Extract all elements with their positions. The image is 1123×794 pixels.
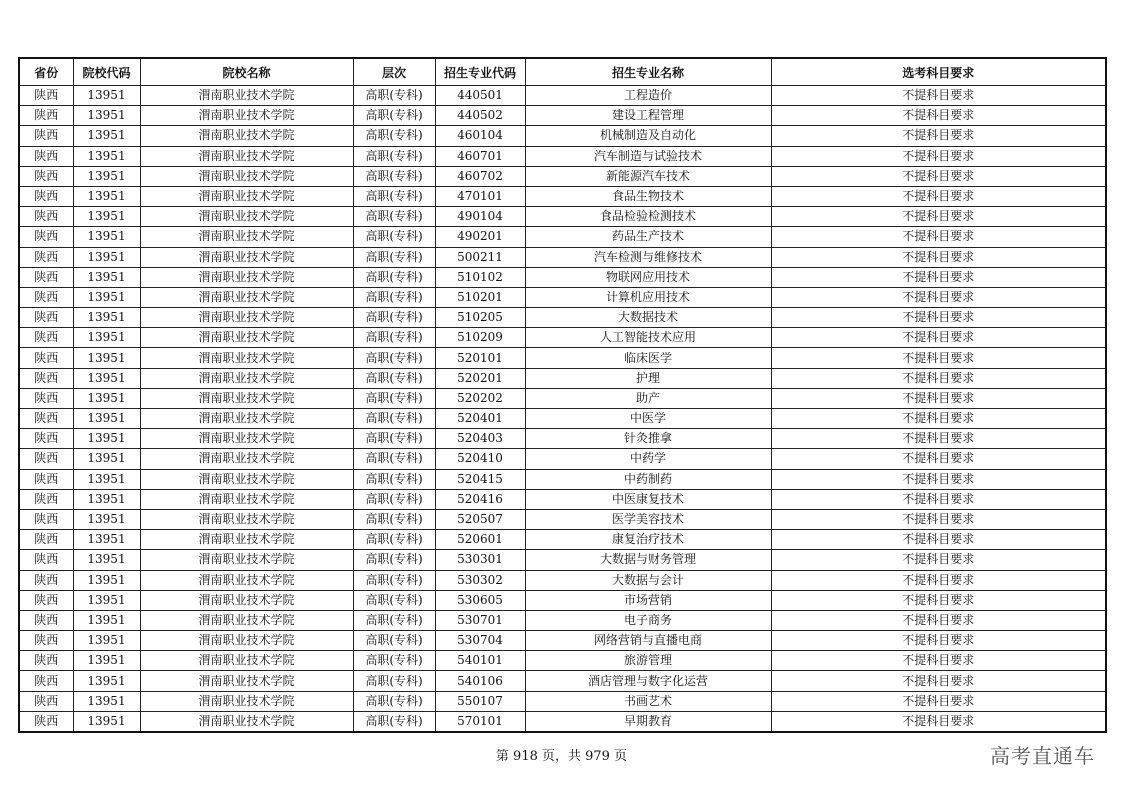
watermark-logo-text: 高考直通车	[990, 744, 1095, 768]
cell-major-code: 530605	[435, 590, 525, 610]
header-level: 层次	[353, 58, 435, 86]
cell-school-code: 13951	[73, 469, 140, 489]
cell-level: 高职(专科)	[353, 671, 435, 691]
cell-major-code: 520507	[435, 509, 525, 529]
cell-major-name: 中医康复技术	[525, 489, 771, 509]
cell-subject-requirement: 不提科目要求	[771, 530, 1106, 550]
cell-school-code: 13951	[73, 186, 140, 206]
cell-major-code: 520410	[435, 449, 525, 469]
cell-school-name: 渭南职业技术学院	[140, 186, 353, 206]
cell-province: 陕西	[19, 550, 73, 570]
cell-province: 陕西	[19, 247, 73, 267]
cell-major-code: 520202	[435, 388, 525, 408]
table-row	[19, 86, 1106, 106]
cell-major-name: 食品检验检测技术	[525, 207, 771, 227]
cell-school-name: 渭南职业技术学院	[140, 267, 353, 287]
cell-level: 高职(专科)	[353, 227, 435, 247]
cell-major-code: 520601	[435, 530, 525, 550]
cell-school-code: 13951	[73, 671, 140, 691]
cell-major-name: 药品生产技术	[525, 227, 771, 247]
cell-school-code: 13951	[73, 631, 140, 651]
cell-level: 高职(专科)	[353, 166, 435, 186]
cell-major-name: 机械制造及自动化	[525, 126, 771, 146]
cell-subject-requirement: 不提科目要求	[771, 631, 1106, 651]
table-row	[19, 287, 1106, 307]
cell-subject-requirement: 不提科目要求	[771, 287, 1106, 307]
cell-province: 陕西	[19, 530, 73, 550]
header-major-code: 招生专业代码	[435, 58, 525, 86]
cell-school-code: 13951	[73, 590, 140, 610]
cell-level: 高职(专科)	[353, 651, 435, 671]
admissions-table	[18, 57, 1107, 733]
cell-school-name: 渭南职业技术学院	[140, 348, 353, 368]
cell-province: 陕西	[19, 388, 73, 408]
cell-level: 高职(专科)	[353, 530, 435, 550]
cell-school-code: 13951	[73, 368, 140, 388]
cell-school-name: 渭南职业技术学院	[140, 287, 353, 307]
header-province: 省份	[19, 58, 73, 86]
cell-level: 高职(专科)	[353, 691, 435, 711]
cell-school-name: 渭南职业技术学院	[140, 227, 353, 247]
cell-province: 陕西	[19, 429, 73, 449]
cell-major-name: 汽车制造与试验技术	[525, 146, 771, 166]
cell-province: 陕西	[19, 631, 73, 651]
table-row	[19, 409, 1106, 429]
cell-school-name: 渭南职业技术学院	[140, 691, 353, 711]
cell-level: 高职(专科)	[353, 409, 435, 429]
cell-major-code: 490104	[435, 207, 525, 227]
cell-subject-requirement: 不提科目要求	[771, 388, 1106, 408]
cell-school-name: 渭南职业技术学院	[140, 409, 353, 429]
cell-level: 高职(专科)	[353, 509, 435, 529]
cell-school-name: 渭南职业技术学院	[140, 530, 353, 550]
page-number: 第 918 页，共 979 页	[495, 749, 628, 764]
table-row	[19, 651, 1106, 671]
admissions-table-container	[18, 57, 1105, 733]
cell-school-code: 13951	[73, 388, 140, 408]
table-row	[19, 267, 1106, 287]
cell-major-name: 中药学	[525, 449, 771, 469]
cell-level: 高职(专科)	[353, 86, 435, 106]
cell-school-code: 13951	[73, 106, 140, 126]
table-row	[19, 146, 1106, 166]
cell-school-code: 13951	[73, 489, 140, 509]
cell-level: 高职(专科)	[353, 308, 435, 328]
table-row	[19, 227, 1106, 247]
cell-major-code: 540101	[435, 651, 525, 671]
cell-subject-requirement: 不提科目要求	[771, 86, 1106, 106]
table-row	[19, 106, 1106, 126]
table-row	[19, 469, 1106, 489]
cell-major-name: 护理	[525, 368, 771, 388]
table-row	[19, 429, 1106, 449]
cell-level: 高职(专科)	[353, 247, 435, 267]
cell-level: 高职(专科)	[353, 126, 435, 146]
cell-school-code: 13951	[73, 550, 140, 570]
table-row	[19, 126, 1106, 146]
cell-school-name: 渭南职业技术学院	[140, 449, 353, 469]
cell-major-code: 550107	[435, 691, 525, 711]
table-row	[19, 610, 1106, 630]
cell-subject-requirement: 不提科目要求	[771, 570, 1106, 590]
cell-major-name: 大数据技术	[525, 308, 771, 328]
cell-subject-requirement: 不提科目要求	[771, 106, 1106, 126]
cell-school-name: 渭南职业技术学院	[140, 509, 353, 529]
cell-province: 陕西	[19, 368, 73, 388]
cell-school-name: 渭南职业技术学院	[140, 429, 353, 449]
cell-school-name: 渭南职业技术学院	[140, 368, 353, 388]
cell-school-name: 渭南职业技术学院	[140, 308, 353, 328]
cell-subject-requirement: 不提科目要求	[771, 227, 1106, 247]
cell-major-name: 建设工程管理	[525, 106, 771, 126]
cell-province: 陕西	[19, 207, 73, 227]
cell-subject-requirement: 不提科目要求	[771, 711, 1106, 732]
header-major-name: 招生专业名称	[525, 58, 771, 86]
cell-major-code: 520403	[435, 429, 525, 449]
cell-major-name: 酒店管理与数字化运营	[525, 671, 771, 691]
table-row	[19, 711, 1106, 732]
cell-school-code: 13951	[73, 651, 140, 671]
cell-major-name: 旅游管理	[525, 651, 771, 671]
cell-school-code: 13951	[73, 610, 140, 630]
cell-major-name: 康复治疗技术	[525, 530, 771, 550]
cell-subject-requirement: 不提科目要求	[771, 348, 1106, 368]
cell-school-name: 渭南职业技术学院	[140, 590, 353, 610]
cell-level: 高职(专科)	[353, 328, 435, 348]
cell-school-name: 渭南职业技术学院	[140, 570, 353, 590]
cell-subject-requirement: 不提科目要求	[771, 449, 1106, 469]
cell-province: 陕西	[19, 570, 73, 590]
cell-subject-requirement: 不提科目要求	[771, 429, 1106, 449]
cell-major-name: 电子商务	[525, 610, 771, 630]
cell-major-name: 物联网应用技术	[525, 267, 771, 287]
cell-school-name: 渭南职业技术学院	[140, 388, 353, 408]
table-row	[19, 671, 1106, 691]
cell-major-name: 汽车检测与维修技术	[525, 247, 771, 267]
cell-major-name: 临床医学	[525, 348, 771, 368]
cell-major-code: 510201	[435, 287, 525, 307]
cell-major-code: 530701	[435, 610, 525, 630]
cell-school-name: 渭南职业技术学院	[140, 489, 353, 509]
cell-major-code: 460104	[435, 126, 525, 146]
cell-major-name: 人工智能技术应用	[525, 328, 771, 348]
cell-province: 陕西	[19, 509, 73, 529]
cell-province: 陕西	[19, 227, 73, 247]
cell-subject-requirement: 不提科目要求	[771, 308, 1106, 328]
cell-school-code: 13951	[73, 530, 140, 550]
table-row	[19, 631, 1106, 651]
cell-province: 陕西	[19, 86, 73, 106]
cell-major-code: 570101	[435, 711, 525, 732]
cell-major-code: 440501	[435, 86, 525, 106]
cell-major-code: 490201	[435, 227, 525, 247]
table-row	[19, 590, 1106, 610]
cell-province: 陕西	[19, 348, 73, 368]
cell-province: 陕西	[19, 691, 73, 711]
cell-school-code: 13951	[73, 308, 140, 328]
cell-level: 高职(专科)	[353, 388, 435, 408]
cell-major-name: 市场营销	[525, 590, 771, 610]
cell-school-name: 渭南职业技术学院	[140, 126, 353, 146]
cell-major-code: 530704	[435, 631, 525, 651]
cell-major-name: 计算机应用技术	[525, 287, 771, 307]
cell-major-name: 新能源汽车技术	[525, 166, 771, 186]
table-row	[19, 348, 1106, 368]
cell-level: 高职(专科)	[353, 207, 435, 227]
cell-school-name: 渭南职业技术学院	[140, 631, 353, 651]
cell-school-code: 13951	[73, 227, 140, 247]
cell-subject-requirement: 不提科目要求	[771, 207, 1106, 227]
table-row	[19, 166, 1106, 186]
cell-subject-requirement: 不提科目要求	[771, 186, 1106, 206]
cell-province: 陕西	[19, 308, 73, 328]
cell-major-name: 针灸推拿	[525, 429, 771, 449]
cell-level: 高职(专科)	[353, 469, 435, 489]
cell-province: 陕西	[19, 287, 73, 307]
cell-subject-requirement: 不提科目要求	[771, 651, 1106, 671]
table-row	[19, 388, 1106, 408]
cell-school-code: 13951	[73, 86, 140, 106]
cell-school-code: 13951	[73, 691, 140, 711]
table-row	[19, 489, 1106, 509]
cell-major-code: 510205	[435, 308, 525, 328]
cell-major-code: 460702	[435, 166, 525, 186]
cell-level: 高职(专科)	[353, 550, 435, 570]
table-body	[19, 86, 1106, 733]
table-row	[19, 308, 1106, 328]
table-row	[19, 328, 1106, 348]
cell-school-name: 渭南职业技术学院	[140, 328, 353, 348]
cell-major-code: 440502	[435, 106, 525, 126]
cell-subject-requirement: 不提科目要求	[771, 146, 1106, 166]
cell-major-code: 520416	[435, 489, 525, 509]
cell-subject-requirement: 不提科目要求	[771, 247, 1106, 267]
cell-level: 高职(专科)	[353, 631, 435, 651]
cell-subject-requirement: 不提科目要求	[771, 509, 1106, 529]
header-subject-requirement: 选考科目要求	[771, 58, 1106, 86]
cell-province: 陕西	[19, 489, 73, 509]
table-row	[19, 509, 1106, 529]
header-school-code: 院校代码	[73, 58, 140, 86]
cell-subject-requirement: 不提科目要求	[771, 550, 1106, 570]
cell-subject-requirement: 不提科目要求	[771, 489, 1106, 509]
cell-school-code: 13951	[73, 711, 140, 732]
cell-subject-requirement: 不提科目要求	[771, 368, 1106, 388]
cell-province: 陕西	[19, 267, 73, 287]
cell-province: 陕西	[19, 449, 73, 469]
cell-major-name: 大数据与会计	[525, 570, 771, 590]
cell-major-code: 520415	[435, 469, 525, 489]
cell-level: 高职(专科)	[353, 267, 435, 287]
cell-school-name: 渭南职业技术学院	[140, 86, 353, 106]
cell-school-name: 渭南职业技术学院	[140, 166, 353, 186]
cell-subject-requirement: 不提科目要求	[771, 469, 1106, 489]
cell-major-name: 书画艺术	[525, 691, 771, 711]
cell-major-code: 520101	[435, 348, 525, 368]
cell-major-name: 医学美容技术	[525, 509, 771, 529]
cell-subject-requirement: 不提科目要求	[771, 166, 1106, 186]
cell-school-code: 13951	[73, 146, 140, 166]
cell-major-name: 助产	[525, 388, 771, 408]
cell-province: 陕西	[19, 610, 73, 630]
table-row	[19, 570, 1106, 590]
cell-province: 陕西	[19, 126, 73, 146]
cell-level: 高职(专科)	[353, 287, 435, 307]
cell-school-name: 渭南职业技术学院	[140, 550, 353, 570]
cell-school-code: 13951	[73, 166, 140, 186]
cell-province: 陕西	[19, 106, 73, 126]
cell-province: 陕西	[19, 166, 73, 186]
cell-major-code: 540106	[435, 671, 525, 691]
cell-school-name: 渭南职业技术学院	[140, 106, 353, 126]
header-school-name: 院校名称	[140, 58, 353, 86]
cell-province: 陕西	[19, 671, 73, 691]
cell-level: 高职(专科)	[353, 449, 435, 469]
cell-major-name: 中药制药	[525, 469, 771, 489]
cell-province: 陕西	[19, 590, 73, 610]
cell-level: 高职(专科)	[353, 610, 435, 630]
cell-major-name: 食品生物技术	[525, 186, 771, 206]
cell-province: 陕西	[19, 651, 73, 671]
cell-school-name: 渭南职业技术学院	[140, 610, 353, 630]
cell-level: 高职(专科)	[353, 146, 435, 166]
cell-major-name: 网络营销与直播电商	[525, 631, 771, 651]
cell-school-code: 13951	[73, 126, 140, 146]
cell-level: 高职(专科)	[353, 348, 435, 368]
table-row	[19, 247, 1106, 267]
cell-major-code: 470101	[435, 186, 525, 206]
cell-school-name: 渭南职业技术学院	[140, 651, 353, 671]
cell-level: 高职(专科)	[353, 570, 435, 590]
cell-major-code: 460701	[435, 146, 525, 166]
cell-subject-requirement: 不提科目要求	[771, 328, 1106, 348]
cell-major-name: 大数据与财务管理	[525, 550, 771, 570]
cell-subject-requirement: 不提科目要求	[771, 610, 1106, 630]
cell-school-code: 13951	[73, 429, 140, 449]
table-row	[19, 550, 1106, 570]
cell-major-code: 510102	[435, 267, 525, 287]
cell-province: 陕西	[19, 328, 73, 348]
cell-province: 陕西	[19, 146, 73, 166]
cell-level: 高职(专科)	[353, 368, 435, 388]
cell-province: 陕西	[19, 469, 73, 489]
cell-school-name: 渭南职业技术学院	[140, 146, 353, 166]
table-header-row	[19, 58, 1106, 86]
cell-school-code: 13951	[73, 267, 140, 287]
cell-major-code: 520201	[435, 368, 525, 388]
table-row	[19, 691, 1106, 711]
cell-school-code: 13951	[73, 409, 140, 429]
cell-province: 陕西	[19, 186, 73, 206]
cell-province: 陕西	[19, 409, 73, 429]
cell-school-name: 渭南职业技术学院	[140, 207, 353, 227]
cell-level: 高职(专科)	[353, 711, 435, 732]
table-row	[19, 449, 1106, 469]
cell-major-code: 530302	[435, 570, 525, 590]
cell-subject-requirement: 不提科目要求	[771, 409, 1106, 429]
cell-school-name: 渭南职业技术学院	[140, 671, 353, 691]
cell-major-code: 510209	[435, 328, 525, 348]
cell-major-code: 500211	[435, 247, 525, 267]
cell-school-code: 13951	[73, 449, 140, 469]
cell-school-code: 13951	[73, 207, 140, 227]
cell-subject-requirement: 不提科目要求	[771, 590, 1106, 610]
cell-school-name: 渭南职业技术学院	[140, 711, 353, 732]
cell-level: 高职(专科)	[353, 429, 435, 449]
cell-school-code: 13951	[73, 287, 140, 307]
cell-school-code: 13951	[73, 348, 140, 368]
cell-major-name: 早期教育	[525, 711, 771, 732]
table-row	[19, 207, 1106, 227]
table-row	[19, 530, 1106, 550]
cell-school-code: 13951	[73, 509, 140, 529]
cell-subject-requirement: 不提科目要求	[771, 267, 1106, 287]
cell-major-code: 530301	[435, 550, 525, 570]
cell-province: 陕西	[19, 711, 73, 732]
cell-subject-requirement: 不提科目要求	[771, 671, 1106, 691]
cell-level: 高职(专科)	[353, 106, 435, 126]
table-row	[19, 368, 1106, 388]
cell-school-name: 渭南职业技术学院	[140, 247, 353, 267]
cell-school-name: 渭南职业技术学院	[140, 469, 353, 489]
cell-level: 高职(专科)	[353, 590, 435, 610]
cell-major-name: 工程造价	[525, 86, 771, 106]
cell-school-code: 13951	[73, 570, 140, 590]
cell-major-name: 中医学	[525, 409, 771, 429]
cell-subject-requirement: 不提科目要求	[771, 126, 1106, 146]
cell-level: 高职(专科)	[353, 489, 435, 509]
cell-level: 高职(专科)	[353, 186, 435, 206]
cell-school-code: 13951	[73, 247, 140, 267]
cell-major-code: 520401	[435, 409, 525, 429]
cell-school-code: 13951	[73, 328, 140, 348]
cell-subject-requirement: 不提科目要求	[771, 691, 1106, 711]
table-row	[19, 186, 1106, 206]
